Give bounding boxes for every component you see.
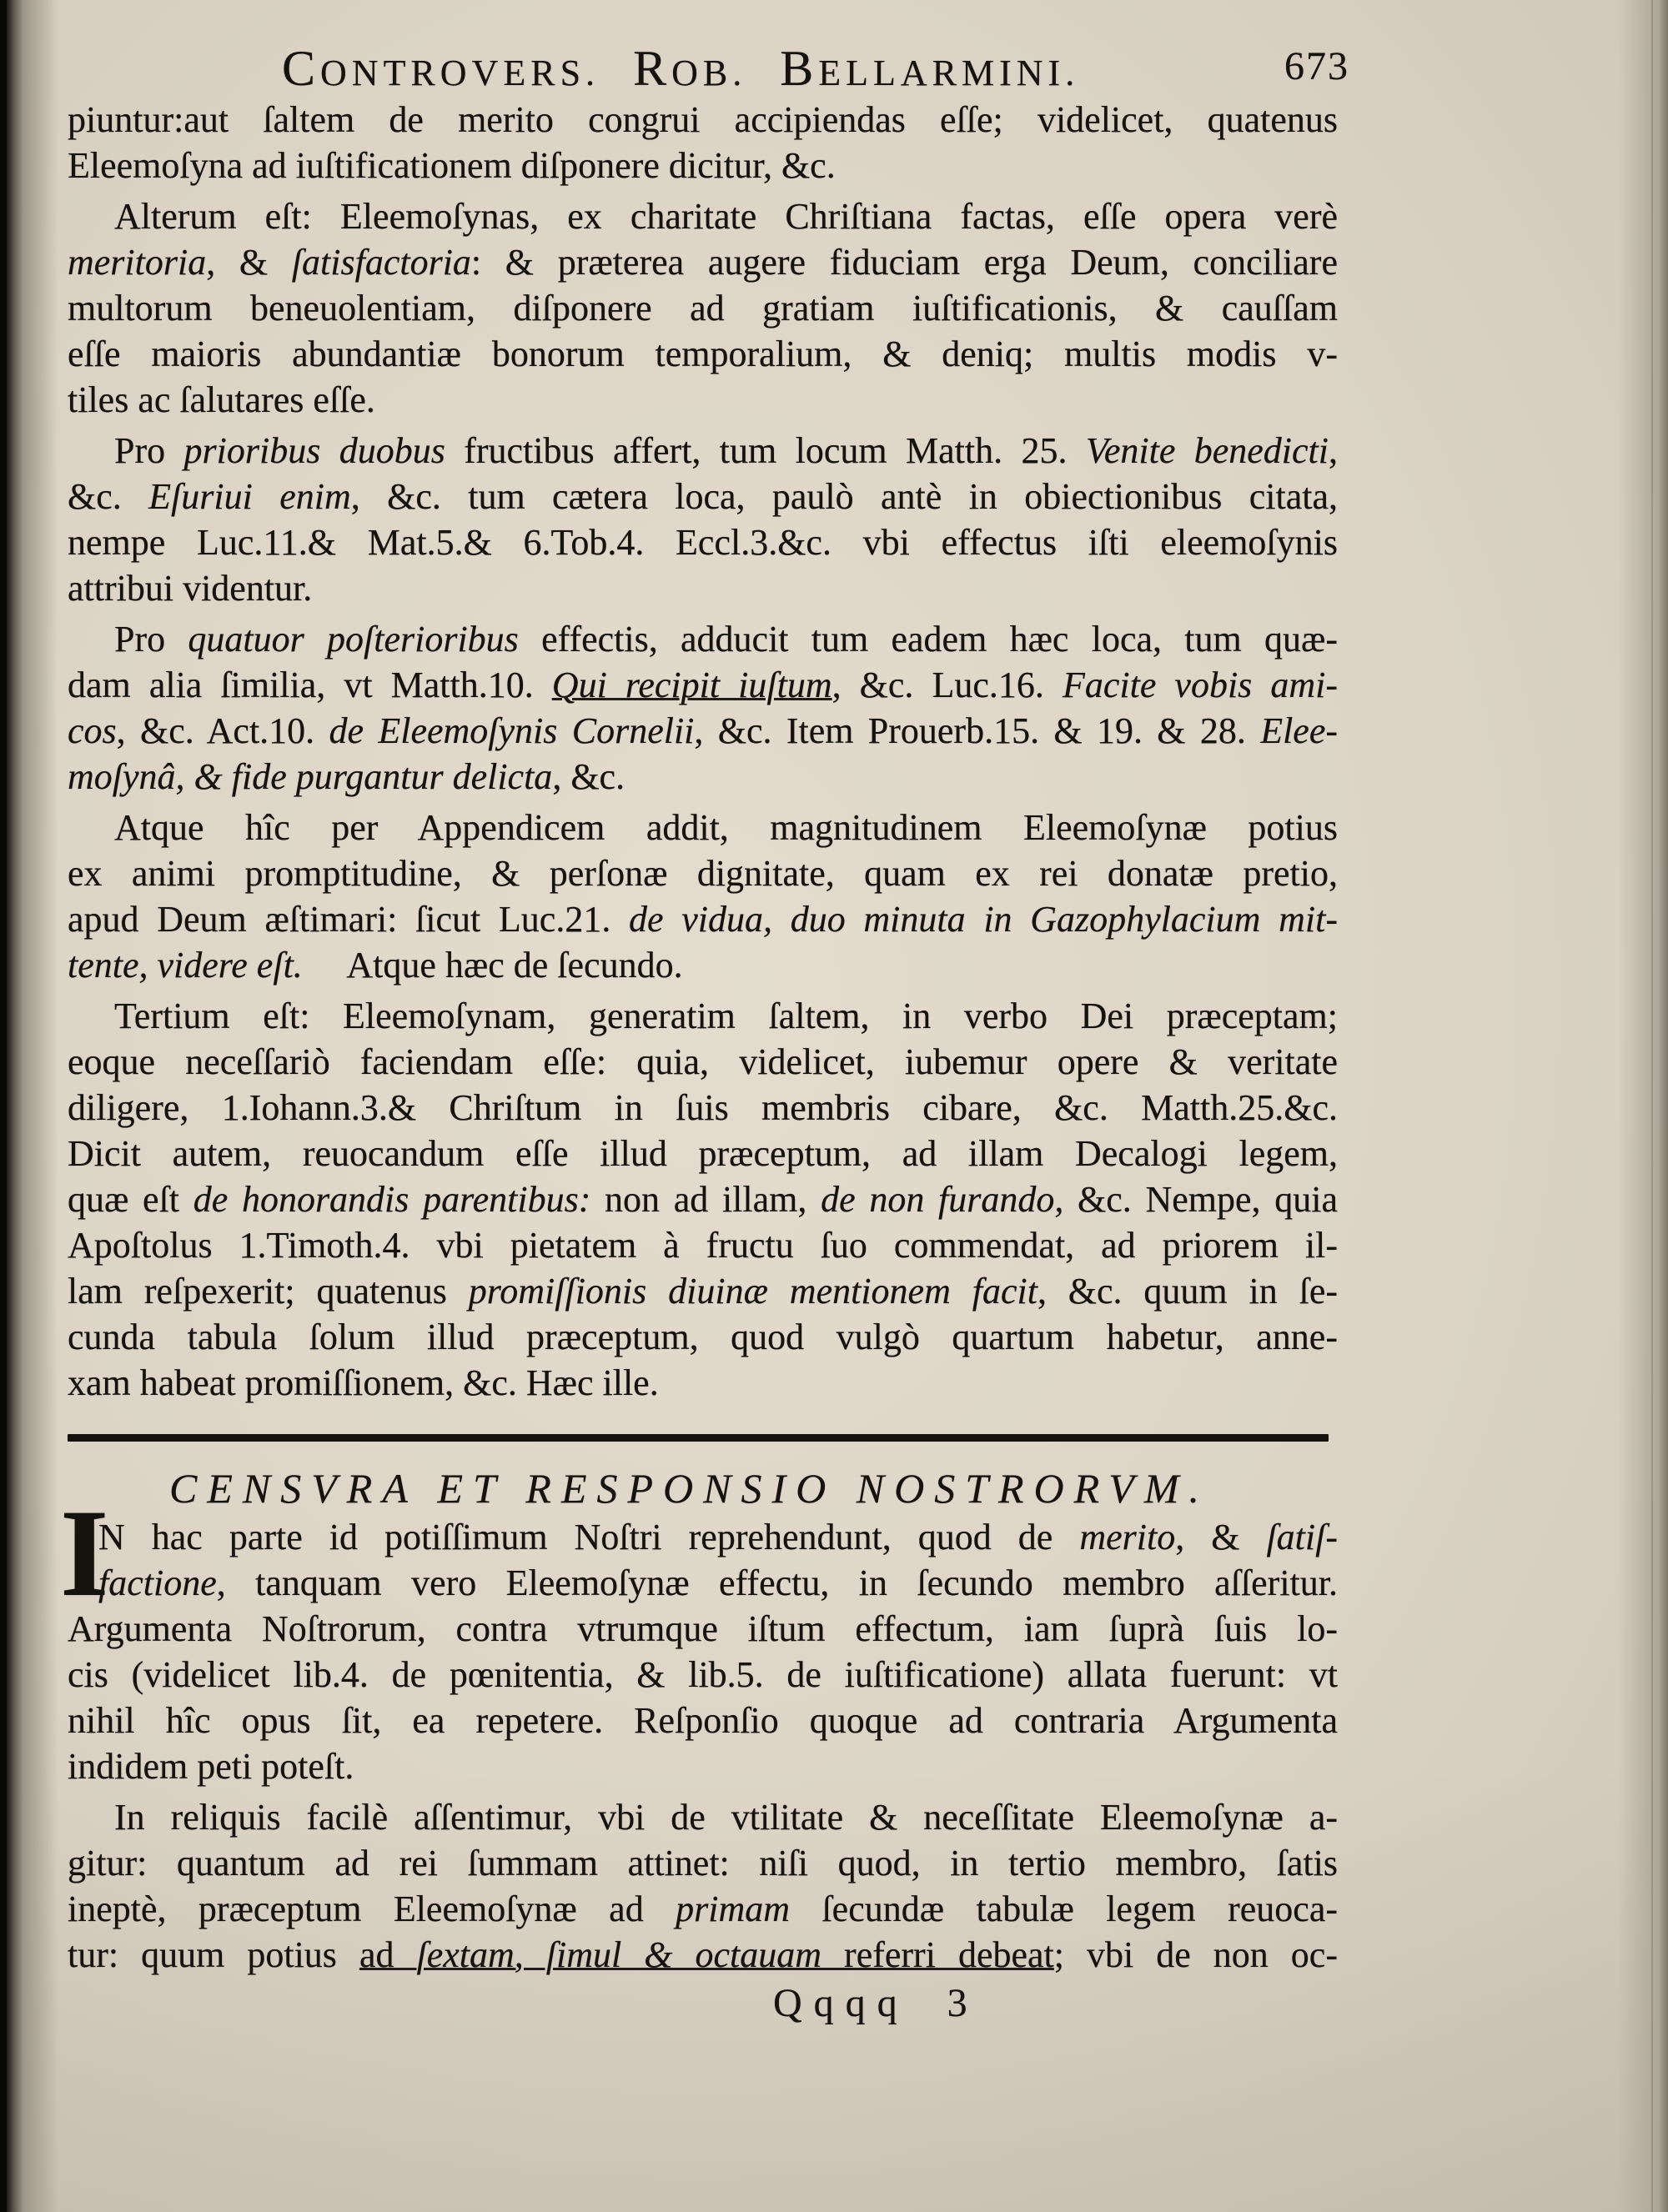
italic-text: Venite benedicti <box>1085 430 1329 471</box>
text-line <box>68 193 1338 239</box>
text-line <box>68 850 1338 896</box>
roman-text: Alterum eſt: Eleemoſynas, ex charitate Chriſtiana factas, eſſe opera verè <box>114 196 1338 237</box>
roman-text: cis (videlicet lib.4. de pœnitentia, & lib.5. de iuſtificatione) allata fuerunt: vt <box>68 1654 1338 1695</box>
roman-text: diligere, 1.Iohann.3.& Chriſtum in ſuis membris cibare, &c. Matth.25.&c. <box>68 1087 1338 1128</box>
text-line <box>68 1932 1338 1978</box>
text-line <box>68 285 1338 331</box>
drop-cap: I <box>60 1484 109 1623</box>
roman-text: Tertium eſt: Eleemoſynam, generatim ſaltem, in verbo Dei præceptam; <box>114 996 1338 1036</box>
roman-text: , &c. tum cætera loca, paulò antè in obiectionibus citata, <box>350 476 1338 517</box>
roman-text: dam alia ſimilia, vt Matth.10. <box>68 665 552 705</box>
roman-text: , & <box>1175 1517 1267 1557</box>
italic-text: de vidua, duo minuta in Gazophylacium mit- <box>629 899 1338 940</box>
paragraph <box>68 993 1338 1406</box>
italic-text: moſynâ, & fide purgantur delicta <box>68 756 553 797</box>
text-line <box>68 519 1338 565</box>
text-line <box>68 331 1338 377</box>
text-line <box>68 708 1338 754</box>
roman-text: In reliquis facilè aſſentimur, vbi de vtilitate & neceſſitate Eleemoſynæ a- <box>114 1797 1338 1838</box>
roman-text: , tanquam vero Eleemoſynæ effectu, in ſecundo membro aſſeritur. <box>216 1562 1338 1603</box>
text-line <box>68 1360 1338 1406</box>
roman-text: lam reſpexerit; quatenus <box>68 1271 469 1312</box>
italic-text: Elee- <box>1260 710 1338 751</box>
roman-text: Atque hîc per Appendicem addit, magnitudinem Eleemoſynæ potius <box>114 807 1338 848</box>
italic-text: promiſſionis diuinæ mentionem facit <box>468 1271 1037 1312</box>
roman-text: Pro <box>114 619 188 660</box>
roman-text: gitur: quantum ad rei ſummam attinet: niſi quod, in tertio membro, ſatis <box>68 1843 1338 1883</box>
roman-text: tiles ac ſalutares eſſe. <box>68 379 375 420</box>
text-line <box>68 1840 1338 1886</box>
italic-text: quatuor poſterioribus <box>188 619 519 660</box>
text-line <box>68 1886 1338 1932</box>
italic-text: merito <box>1079 1517 1176 1557</box>
roman-text: N hac parte id potiſſimum Noſtri reprehendunt, quod de <box>98 1517 1080 1557</box>
reader-underlined-text: ad <box>359 1934 417 1975</box>
roman-text: effectis, adducit tum eadem hæc loca, tum quæ- <box>518 619 1338 660</box>
text-line <box>68 239 1338 285</box>
roman-text: , &c. quum in ſe- <box>1037 1271 1338 1312</box>
roman-text: Atque hæc de ſecundo. <box>302 945 683 986</box>
text-line <box>68 1176 1338 1222</box>
roman-text: fructibus affert, tum locum Matth. 25. <box>445 430 1086 471</box>
text-block-censure <box>68 1514 1338 1978</box>
text-line <box>68 662 1338 708</box>
roman-text: eoque neceſſariò faciendam eſſe: quia, videlicet, iubemur opere & veritate <box>68 1041 1338 1082</box>
running-title-word: ROB. <box>633 41 747 96</box>
roman-text: , &c. Act.10. <box>116 710 329 751</box>
italic-text: cos <box>68 710 117 751</box>
roman-text: &c. <box>68 476 149 517</box>
roman-text: quæ eſt <box>68 1179 193 1220</box>
text-line <box>68 1039 1338 1085</box>
roman-text: , &c. Item Prouerb.15. & 19. & 28. <box>694 710 1261 751</box>
reader-underlined-text: ſextam, ſimul & octauam <box>416 1934 822 1975</box>
text-line <box>68 1606 1338 1652</box>
roman-text: xam habeat promiſſionem, &c. Hæc ille. <box>68 1362 659 1403</box>
italic-text: prioribus duobus <box>183 430 445 471</box>
text-line <box>68 754 1338 800</box>
italic-text: de honorandis parentibus: <box>193 1179 591 1220</box>
text-line <box>68 1652 1338 1698</box>
text-line <box>68 1314 1338 1360</box>
text-line <box>68 428 1338 474</box>
roman-text: , <box>1329 430 1338 471</box>
paragraph <box>68 1794 1338 1978</box>
italic-text: primam <box>676 1888 791 1929</box>
text-line <box>68 565 1338 611</box>
italic-text: Eſuriui enim <box>148 476 351 517</box>
roman-text: ; vbi de non oc- <box>1053 1934 1338 1975</box>
roman-text: ineptè, præceptum Eleemoſynæ ad <box>68 1888 676 1929</box>
text-line <box>68 1743 1338 1789</box>
roman-text: eſſe maioris abundantiæ bonorum temporalium, & deniq; multis modis v- <box>68 334 1338 374</box>
text-line <box>68 616 1338 662</box>
roman-text: attribui videntur. <box>68 568 313 609</box>
italic-text: ſatisfactoria <box>291 242 471 283</box>
text-block-objections <box>68 97 1338 1406</box>
roman-text: cunda tabula ſolum illud præceptum, quod vulgò quartum habetur, anne- <box>68 1317 1338 1357</box>
paragraph <box>68 97 1338 188</box>
roman-text: tur: quum potius <box>68 1934 359 1975</box>
text-line <box>68 1794 1338 1840</box>
roman-text: nihil hîc opus ſit, ea repetere. Reſponſio quoque ad contraria Argumenta <box>68 1700 1338 1741</box>
section-heading: CENSVRA ET RESPONSIO NOSTRORVM. <box>169 1465 1209 1512</box>
roman-text: , &c. Luc.16. <box>831 665 1063 705</box>
roman-text: Argumenta Noſtrorum, contra vtrumque iſtum effectum, iam ſuprà ſuis lo- <box>68 1608 1338 1649</box>
italic-text: de non furando, <box>821 1179 1064 1220</box>
running-head <box>282 41 1113 96</box>
paragraph <box>68 616 1338 800</box>
text-line <box>68 97 1338 143</box>
paragraph <box>68 428 1338 611</box>
text-line <box>68 474 1338 519</box>
text-line <box>68 377 1338 423</box>
roman-text: non ad illam, <box>590 1179 821 1220</box>
page-edge <box>1651 0 1653 2212</box>
text-line <box>68 1698 1338 1743</box>
paragraph <box>68 1514 1338 1789</box>
text-line <box>68 896 1338 942</box>
text-line <box>68 1085 1338 1131</box>
roman-text: nempe Luc.11.& Mat.5.& 6.Tob.4. Eccl.3.&c. vbi effectus iſti eleemoſynis <box>68 522 1338 563</box>
italic-text: meritoria <box>68 242 207 283</box>
italic-text: Facite vobis ami- <box>1062 665 1339 705</box>
italic-text: ſatiſ- <box>1266 1517 1338 1557</box>
roman-text: piuntur:aut ſaltem de merito congrui accipiendas eſſe; videlicet, quatenus <box>68 99 1338 140</box>
text-line <box>68 805 1338 850</box>
running-title-word: BELLARMINI. <box>780 41 1080 96</box>
italic-text: factione <box>98 1562 217 1603</box>
roman-text: , & <box>206 242 292 283</box>
binding-shadow <box>0 0 7 2212</box>
roman-text: Eleemoſyna ad iuſtificationem diſponere dicitur, &c. <box>68 145 836 186</box>
section-rule <box>68 1434 1329 1442</box>
text-line <box>68 1268 1338 1314</box>
paragraph <box>68 193 1338 423</box>
text-line <box>68 143 1338 188</box>
roman-text: : & præterea augere fiduciam erga Deum, conciliare <box>470 242 1338 283</box>
roman-text: ex animi promptitudine, & perſonæ dignitate, quam ex rei donatæ pretio, <box>68 853 1338 894</box>
text-line <box>68 993 1338 1039</box>
running-title-word: CONTROVERS. <box>282 41 600 96</box>
roman-text: ſecundæ tabulæ legem reuoca- <box>790 1888 1338 1929</box>
roman-text: Pro <box>114 430 184 471</box>
signature-mark: Qqqq 3 <box>773 1981 979 2025</box>
italic-text: tente, videre eſt. <box>68 945 303 986</box>
text-line <box>68 1222 1338 1268</box>
roman-text: multorum beneuolentiam, diſponere ad gratiam iuſtificationis, & cauſſam <box>68 288 1338 329</box>
roman-text: , &c. <box>552 756 626 797</box>
text-line <box>68 1131 1338 1176</box>
italic-text: de Eleemoſynis Cornelii <box>329 710 695 751</box>
text-line <box>68 942 1338 988</box>
roman-text: apud Deum æſtimari: ſicut Luc.21. <box>68 899 630 940</box>
roman-text: indidem peti poteſt. <box>68 1746 354 1787</box>
paragraph <box>68 805 1338 988</box>
page-number: 673 <box>1284 44 1349 88</box>
roman-text: Dicit autem, reuocandum eſſe illud præceptum, ad illam Decalogi legem, <box>68 1133 1338 1174</box>
roman-text: &c. Nempe, quia <box>1063 1179 1338 1220</box>
roman-text: Apoſtolus 1.Timoth.4. vbi pietatem à fructu ſuo commendat, ad priorem il- <box>68 1225 1338 1266</box>
text-line <box>68 1514 1338 1560</box>
reader-underlined-text: Qui recipit iuſtum <box>551 665 832 705</box>
reader-underlined-text: referri debeat <box>821 1934 1054 1975</box>
text-line <box>68 1560 1338 1606</box>
